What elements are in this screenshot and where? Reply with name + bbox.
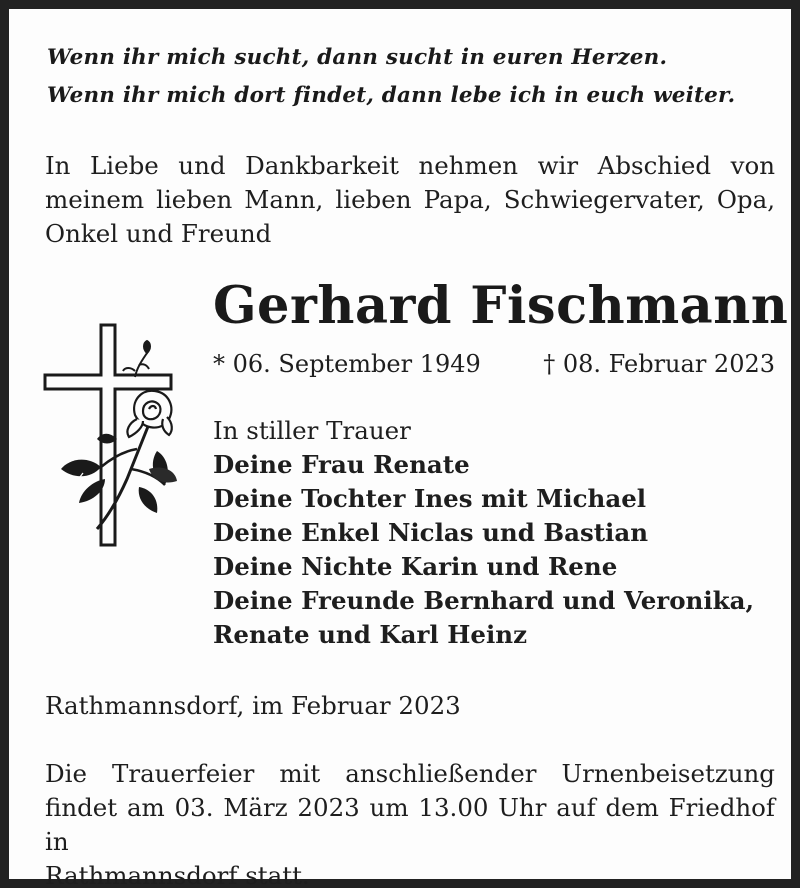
mourners-list [213, 414, 783, 652]
mourning-lead: In stiller Trauer [213, 416, 411, 445]
death-date: † 08. Februar 2023 [543, 350, 775, 378]
intro-line-2: meinem lieben Mann, lieben Papa, Schwiegervater, Opa, [45, 185, 775, 214]
birth-date: * 06. September 1949 [213, 350, 481, 378]
mourner-entry: Deine Enkel Niclas und Bastian [213, 518, 649, 547]
ceremony-line-2: findet am 03. März 2023 um 13.00 Uhr auf dem Friedhof in [45, 793, 775, 856]
intro-text [45, 149, 775, 251]
intro-line-1: In Liebe und Dankbarkeit nehmen wir Abschied von [45, 151, 775, 180]
mourner-entry: Deine Tochter Ines mit Michael [213, 484, 647, 513]
motto-line-1: Wenn ihr mich sucht, dann sucht in euren Herzen. [47, 45, 668, 70]
deceased-name: Gerhard Fischmann [213, 276, 789, 336]
cross-with-rose-icon [39, 319, 184, 549]
mourner-entry: Deine Freunde Bernhard und Veronika, [213, 586, 755, 615]
ceremony-line-1: Die Trauerfeier mit anschließender Urnenbeisetzung [45, 759, 775, 788]
ceremony-info [45, 757, 775, 893]
motto-verse [47, 39, 787, 115]
place-and-date: Rathmannsdorf, im Februar 2023 [45, 691, 461, 720]
motto-line-2: Wenn ihr mich dort findet, dann lebe ich in euch weiter. [47, 83, 736, 108]
intro-line-3: Onkel und Freund [45, 219, 272, 248]
mourner-entry: Deine Nichte Karin und Rene [213, 552, 618, 581]
mourner-entry: Deine Frau Renate [213, 450, 470, 479]
mourner-entry: Renate und Karl Heinz [213, 620, 528, 649]
ceremony-line-3: Rathmannsdorf statt. [45, 861, 310, 890]
